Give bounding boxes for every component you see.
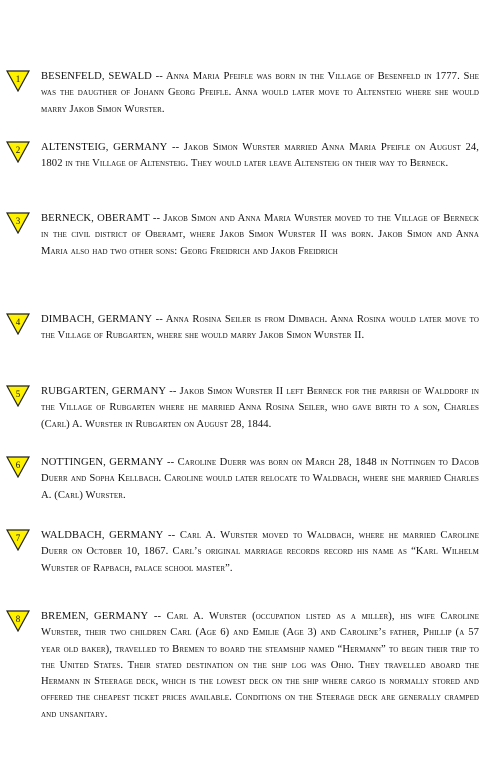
- marker-number: 3: [15, 216, 21, 226]
- marker-number: 4: [15, 317, 21, 327]
- triangle-marker-icon: [6, 313, 30, 335]
- entry-description: -- Caroline Duerr was born on March 28, 1848 in Nottingen to Dacob Duerr and Sopha Kellbach. Caroline would later relocate to Waldbach, where she married Charles A. (Carl) Wurster.: [41, 457, 479, 501]
- entry-place: ALTENSTEIG, GERMANY: [41, 142, 168, 153]
- marker-number: 8: [15, 614, 21, 624]
- entry-place: WALDBACH, GERMANY: [41, 530, 164, 541]
- entry-text: [41, 455, 479, 504]
- entry-place: NOTTINGEN, GERMANY: [41, 457, 164, 468]
- triangle-marker-icon: [6, 212, 30, 234]
- entry-text: [41, 140, 479, 173]
- entry-description: -- Jakob Simon Wurster II left Berneck for the parrish of Walddorf in the Village of Rubgarten where he married Anna Rosina Seiler, who gave birth to a son, Charles (Carl) A. Wurster in Rubgarten on August 28, 1844.: [41, 386, 480, 430]
- entry-description: -- Anna Rosina Seiler is from Dimbach. Anna Rosina would later move to the Village of Rubgarten, where she would marry Jakob Simon Wurster II.: [41, 314, 479, 342]
- triangle-marker-icon: [6, 456, 30, 478]
- entry-place: BREMEN, GERMANY: [41, 611, 149, 622]
- entry-place: DIMBACH, GERMANY: [41, 314, 153, 325]
- triangle-marker-icon: [6, 529, 30, 551]
- entry-description: -- Carl A. Wurster (occupation listed as a miller), his wife Caroline Wurster, their two children Carl (Age 6) and Emilie (Age 3) and Caroline’s father, Phillip (a 57 year old baker), travelled to Bremen to board the steamship named “Hermann” to begin their trip to the United States. Their stated destination on the ship log was Ohio. They travelled aboard the Hermann in Steerage deck, which is the lowest deck on the ship where cargo is normally stored and offered the cheapest ticket prices available. Conditions on the Steerage deck are generally cramped and unsanitary.: [41, 611, 480, 720]
- marker-number: 6: [15, 460, 21, 470]
- triangle-marker-icon: [6, 70, 30, 92]
- triangle-marker-icon: [6, 610, 30, 632]
- marker-number: 2: [15, 145, 21, 155]
- entry-description: -- Jakob Simon Wurster married Anna Maria Pfeifle on August 24, 1802 in the Village of Altensteig. They would later leave Altensteig on their way to Berneck.: [41, 142, 479, 170]
- triangle-marker-icon: [6, 385, 30, 407]
- entry-text: [41, 211, 479, 260]
- entry-text: [41, 69, 479, 118]
- entry-text: [41, 528, 479, 577]
- entry-text: [41, 609, 479, 723]
- entry-description: -- Anna Maria Pfeifle was born in the Village of Besenfeld in 1777. She was the daugther of Johann Georg Pfeifle. Anna would later move to Altensteig where she would marry Jakob Simon Wurster.: [41, 71, 480, 115]
- triangle-marker-icon: [6, 141, 30, 163]
- marker-number: 5: [15, 389, 21, 399]
- entry-text: [41, 384, 479, 433]
- entry-description: -- Jakob Simon and Anna Maria Wurster moved to the Village of Berneck in the civil district of Oberamt, where Jakob Simon Wurster II was born. Jakob Simon and Anna Maria also had two other sons: Georg Freidrich and Jakob Freidrich: [41, 213, 480, 257]
- entry-description: -- Carl A. Wurster moved to Waldbach, where he married Caroline Duerr on October 10, 1867. Carl’s original marriage records record his name as “Karl Wilhelm Wurster of Rapbach, palace school master”.: [41, 530, 479, 574]
- marker-number: 7: [15, 533, 21, 543]
- entry-place: BERNECK, OBERAMT: [41, 213, 150, 224]
- entry-place: BESENFELD, SEWALD: [41, 71, 152, 82]
- marker-number: 1: [15, 74, 21, 84]
- entry-place: RUBGARTEN, GERMANY: [41, 386, 167, 397]
- entry-text: [41, 312, 479, 345]
